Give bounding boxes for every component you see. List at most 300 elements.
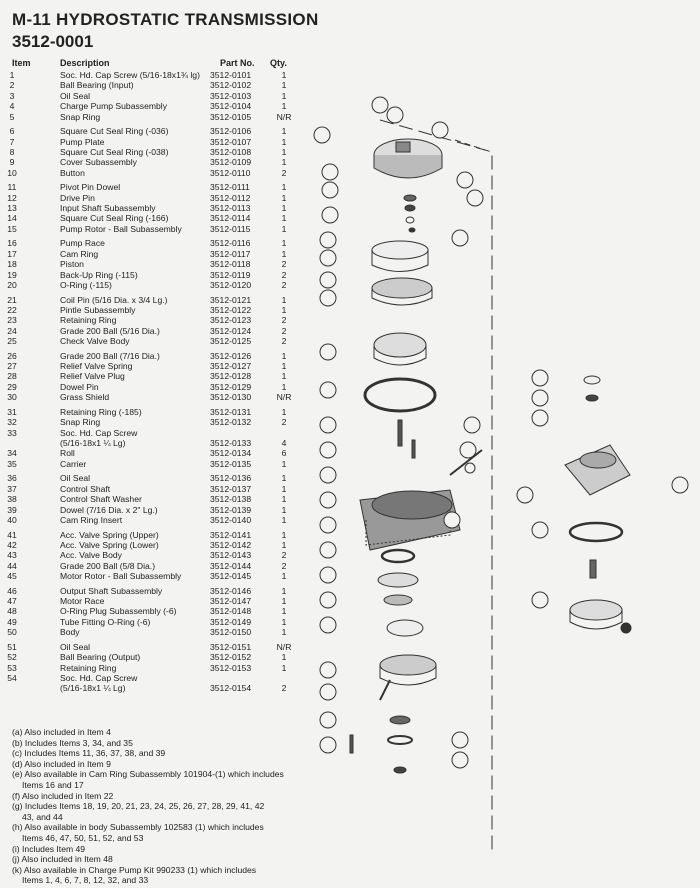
part-quantity: 2 [281, 336, 287, 347]
part-quantity: 1 [281, 294, 287, 305]
part-item-number: 51 [7, 641, 17, 652]
part-number: 3512-0126 [210, 350, 252, 361]
parts-row [0, 606, 300, 616]
part-item-number: 41 [7, 529, 17, 540]
part-number: 3512-0142 [210, 539, 252, 550]
part-item-number: 50 [7, 627, 17, 638]
parts-row [0, 193, 300, 203]
parts-row [0, 182, 300, 192]
parts-row [0, 459, 300, 469]
part-number: 3512-0124 [210, 325, 252, 336]
part-quantity: 6 [281, 448, 287, 459]
note-item [12, 801, 302, 822]
note-text: (k) Also available in Charge Pump Kit 990233 (1) which includes [12, 864, 257, 875]
part-item-number: 17 [7, 248, 17, 259]
part-description: Soc. Hd. Cap Screw (5/16-18x1¾ lg) [60, 70, 200, 80]
parts-row [0, 351, 300, 361]
part-number: 3512-0112 [210, 192, 251, 203]
part-description: Grade 200 Ball (7/16 Dia.) [60, 350, 160, 361]
part-quantity: 1 [281, 571, 287, 582]
parts-row [0, 305, 300, 315]
part-quantity: 1 [281, 192, 287, 203]
part-item-number: 21 [7, 294, 17, 305]
part-quantity: 1 [281, 652, 287, 663]
parts-row [0, 448, 300, 458]
part-number: 3512-0119 [210, 269, 251, 280]
part-quantity: 1 [281, 304, 287, 315]
parts-row [0, 505, 300, 515]
note-text-continued: 43, and 44 [22, 811, 63, 822]
part-description: Pump Plate [60, 136, 105, 147]
part-number: 3512-0146 [210, 585, 252, 596]
part-number: 3512-0136 [210, 473, 252, 484]
part-quantity: 2 [281, 683, 287, 694]
part-number: 3512-0122 [210, 304, 252, 315]
part-description: Control Shaft Washer [60, 494, 142, 505]
part-item-number: 32 [7, 417, 17, 428]
part-item-number: 7 [9, 136, 15, 147]
parts-row [0, 428, 300, 438]
parts-row [0, 652, 300, 662]
parts-row [0, 203, 300, 213]
part-description: Pivot Pin Dowel [60, 182, 121, 193]
part-item-number: 4 [9, 101, 15, 112]
part-description: Acc. Valve Body [60, 550, 122, 561]
parts-row [0, 270, 300, 280]
header-item: Item [12, 58, 31, 68]
part-item-number: 34 [7, 448, 17, 459]
part-description: Roll [60, 448, 75, 459]
part-number: 3512-0131 [210, 406, 252, 417]
part-item-number: 16 [7, 238, 17, 249]
part-item-number: 2 [9, 80, 15, 91]
part-description: Tube Fitting O-Ring (-6) [60, 616, 151, 627]
part-quantity: 1 [281, 596, 287, 607]
parts-row [0, 484, 300, 494]
part-quantity: 2 [281, 550, 287, 561]
part-description: Motor Rotor - Ball Subassembly [60, 571, 182, 582]
part-number: 3512-0152 [210, 652, 252, 663]
note-text: (c) Includes Items 11, 36, 37, 38, and 39 [12, 748, 166, 759]
part-description: Ball Bearing (Output) [60, 652, 141, 663]
part-description: (5/16-18x1 ¼ Lg) [60, 683, 126, 694]
parts-row [0, 101, 300, 111]
header-description: Description [60, 58, 110, 68]
part-quantity: 2 [281, 167, 287, 178]
part-item-number: 53 [7, 662, 17, 673]
part-quantity: 1 [281, 627, 287, 638]
part-number: 3512-0103 [210, 90, 252, 101]
part-number: 3512-0154 [210, 683, 252, 694]
part-quantity: 1 [281, 662, 287, 673]
part-item-number: 6 [9, 126, 15, 137]
note-text: (j) Also included in Item 48 [12, 854, 113, 865]
part-item-number: 18 [7, 259, 17, 270]
part-quantity: 1 [281, 157, 287, 168]
parts-row [0, 361, 300, 371]
parts-row [0, 280, 300, 290]
part-item-number: 38 [7, 494, 17, 505]
part-number: 3512-0105 [210, 111, 252, 122]
parts-row [0, 238, 300, 248]
note-item [12, 727, 302, 738]
parts-row [0, 627, 300, 637]
part-number: 3512-0134 [210, 448, 252, 459]
part-quantity: 2 [281, 325, 287, 336]
part-quantity: 1 [281, 616, 287, 627]
part-number: 3512-0150 [210, 627, 252, 638]
part-number: 3512-0118 [210, 259, 251, 270]
parts-row [0, 540, 300, 550]
part-item-number: 20 [7, 279, 17, 290]
note-item [12, 748, 302, 759]
part-number: 3512-0123 [210, 315, 252, 326]
part-description: (5/16-18x1 ¼ Lg) [60, 438, 126, 449]
part-number: 3512-0129 [210, 381, 252, 392]
part-description: O-Ring Plug Subassembly (-6) [60, 606, 177, 617]
parts-row [0, 336, 300, 346]
part-item-number: 43 [7, 550, 17, 561]
part-description: Acc. Valve Spring (Lower) [60, 539, 159, 550]
parts-list [0, 70, 300, 694]
parts-row [0, 586, 300, 596]
part-description: Grade 200 Ball (5/8 Dia.) [60, 560, 156, 571]
part-description: Square Cut Seal Ring (-036) [60, 126, 169, 137]
part-description: Snap Ring [60, 111, 101, 122]
part-description: Relief Valve Spring [60, 361, 133, 372]
parts-row [0, 561, 300, 571]
note-text: (h) Also available in body Subassembly 102583 (1) which includes [12, 822, 264, 833]
parts-row [0, 663, 300, 673]
part-number: 3512-0116 [210, 238, 251, 249]
part-quantity: 1 [281, 101, 287, 112]
parts-row [0, 515, 300, 525]
part-description: Oil Seal [60, 641, 91, 652]
part-quantity: 1 [281, 504, 287, 515]
part-number: 3512-0117 [210, 248, 251, 259]
notes-list [12, 727, 302, 886]
parts-row [0, 157, 300, 167]
part-number: 3512-0113 [210, 203, 251, 214]
part-quantity: 1 [281, 606, 287, 617]
parts-row [0, 382, 300, 392]
part-number: 3512-0148 [210, 606, 252, 617]
part-number: 3512-0104 [210, 101, 252, 112]
part-description: Input Shaft Subassembly [60, 203, 156, 214]
part-quantity: 1 [281, 203, 287, 214]
note-text-continued: Items 46, 47, 50, 51, 52, and 53 [22, 832, 144, 843]
parts-row [0, 530, 300, 540]
parts-row [0, 112, 300, 122]
parts-row [0, 617, 300, 627]
note-text-continued: Items 16 and 17 [22, 779, 84, 790]
part-item-number: 25 [7, 336, 17, 347]
part-item-number: 8 [9, 146, 15, 157]
part-description: Back-Up Ring (-115) [60, 269, 138, 280]
part-quantity: 1 [281, 585, 287, 596]
part-description: Grass Shield [60, 392, 110, 403]
part-description: Square Cut Seal Ring (-166) [60, 213, 169, 224]
part-quantity: 1 [281, 223, 287, 234]
parts-row [0, 596, 300, 606]
note-item [12, 769, 302, 790]
part-item-number: 46 [7, 585, 17, 596]
part-description: Square Cut Seal Ring (-038) [60, 146, 169, 157]
parts-row [0, 147, 300, 157]
part-item-number: 37 [7, 483, 17, 494]
part-item-number: 13 [7, 203, 17, 214]
part-number: 3512-0106 [210, 126, 252, 137]
parts-row [0, 683, 300, 693]
part-description: Coil Pin (5/16 Dia. x 3/4 Lg.) [60, 294, 168, 305]
part-description: Pintle Subassembly [60, 304, 136, 315]
part-item-number: 31 [7, 406, 17, 417]
header-qty: Qty. [270, 58, 287, 68]
note-text: (d) Also included in Item 9 [12, 758, 111, 769]
part-number: 3512-0135 [210, 458, 252, 469]
part-quantity: 2 [281, 279, 287, 290]
part-number: 3512-0147 [210, 596, 252, 607]
part-quantity: 2 [281, 417, 287, 428]
part-item-number: 47 [7, 596, 17, 607]
part-number: 3512-0128 [210, 371, 252, 382]
part-quantity: 1 [281, 248, 287, 259]
part-number: 3512-0114 [210, 213, 251, 224]
part-description: Charge Pump Subassembly [60, 101, 167, 112]
part-description: Control Shaft [60, 483, 111, 494]
part-item-number: 49 [7, 616, 17, 627]
parts-row [0, 550, 300, 560]
part-description: Motor Race [60, 596, 105, 607]
part-number: 3512-0108 [210, 146, 252, 157]
part-quantity: N/R [276, 392, 292, 403]
part-description: Carrier [60, 458, 87, 469]
part-description: Snap Ring [60, 417, 101, 428]
parts-row [0, 371, 300, 381]
part-description: Retaining Ring (-185) [60, 406, 142, 417]
parts-row [0, 295, 300, 305]
part-description: Cam Ring [60, 248, 99, 259]
part-quantity: 1 [281, 483, 287, 494]
part-description: Piston [60, 259, 84, 270]
part-quantity: 1 [281, 80, 287, 91]
part-description: Soc. Hd. Cap Screw [60, 672, 138, 683]
part-number: 3512-0130 [210, 392, 252, 403]
part-item-number: 24 [7, 325, 17, 336]
parts-row [0, 392, 300, 402]
part-description: Relief Valve Plug [60, 371, 125, 382]
note-text-continued: Items 1, 4, 6, 7, 8, 12, 32, and 33 [22, 875, 149, 886]
parts-row [0, 407, 300, 417]
parts-row [0, 91, 300, 101]
part-quantity: 2 [281, 259, 287, 270]
parts-row [0, 80, 300, 90]
part-description: Retaining Ring [60, 315, 117, 326]
part-item-number: 23 [7, 315, 17, 326]
part-quantity: 1 [281, 238, 287, 249]
part-description: Cam Ring Insert [60, 514, 123, 525]
part-description: O-Ring (-115) [60, 279, 112, 290]
parts-row [0, 224, 300, 234]
part-number: 3512-0144 [210, 560, 252, 571]
part-description: Retaining Ring [60, 662, 117, 673]
part-description: Pump Rotor - Ball Subassembly [60, 223, 182, 234]
part-number: 3512-0101 [210, 70, 252, 80]
part-description: Cover Subassembly [60, 157, 137, 168]
part-description: Drive Pin [60, 192, 95, 203]
note-item [12, 759, 302, 770]
note-item [12, 738, 302, 749]
note-text: (e) Also available in Cam Ring Subassembly 101904-(1) which includes [12, 769, 284, 780]
part-number: 3512-0107 [210, 136, 252, 147]
part-quantity: 1 [281, 458, 287, 469]
parts-row [0, 259, 300, 269]
part-quantity: 4 [281, 438, 287, 449]
parts-row [0, 213, 300, 223]
part-quantity: 1 [281, 529, 287, 540]
part-number: 3512-0139 [210, 504, 252, 515]
part-item-number: 14 [7, 213, 17, 224]
part-item-number: 5 [9, 111, 15, 122]
document-subtitle: 3512-0001 [12, 32, 94, 51]
part-quantity: 1 [281, 136, 287, 147]
note-text: (a) Also included in Item 4 [12, 727, 111, 737]
note-text: (b) Includes Items 3, 34, and 35 [12, 737, 133, 748]
note-item [12, 844, 302, 855]
part-number: 3512-0143 [210, 550, 252, 561]
part-description: Pump Race [60, 238, 105, 249]
part-number: 3512-0151 [210, 641, 252, 652]
parts-row [0, 673, 300, 683]
parts-row [0, 315, 300, 325]
part-number: 3512-0111 [210, 182, 250, 193]
part-item-number: 54 [7, 672, 17, 683]
parts-row [0, 249, 300, 259]
part-item-number: 52 [7, 652, 17, 663]
parts-row [0, 438, 300, 448]
part-quantity: 1 [281, 381, 287, 392]
part-description: Grade 200 Ball (5/16 Dia.) [60, 325, 160, 336]
part-item-number: 42 [7, 539, 17, 550]
header-part-no: Part No. [220, 58, 255, 68]
parts-row [0, 326, 300, 336]
part-number: 3512-0132 [210, 417, 252, 428]
part-quantity: 1 [281, 70, 287, 80]
parts-row [0, 642, 300, 652]
part-description: Dowel Pin [60, 381, 99, 392]
note-text: (i) Includes Item 49 [12, 843, 86, 854]
part-quantity: 1 [281, 514, 287, 525]
part-item-number: 40 [7, 514, 17, 525]
part-description: Dowel (7/16 Dia. x 2" Lg.) [60, 504, 158, 515]
part-number: 3512-0133 [210, 438, 252, 449]
part-number: 3512-0137 [210, 483, 252, 494]
note-item [12, 854, 302, 865]
part-description: Button [60, 167, 85, 178]
part-quantity: 1 [281, 494, 287, 505]
part-number: 3512-0127 [210, 361, 252, 372]
part-quantity: 1 [281, 213, 287, 224]
part-item-number: 33 [7, 427, 17, 438]
part-description: Soc. Hd. Cap Screw [60, 427, 138, 438]
part-item-number: 27 [7, 361, 17, 372]
document-title: M-11 HYDROSTATIC TRANSMISSION [12, 10, 319, 29]
part-item-number: 11 [7, 182, 17, 193]
part-item-number: 36 [7, 473, 17, 484]
part-description: Body [60, 627, 80, 638]
part-number: 3512-0125 [210, 336, 252, 347]
part-item-number: 15 [7, 223, 17, 234]
part-item-number: 1 [9, 70, 15, 80]
note-item [12, 865, 302, 886]
part-number: 3512-0109 [210, 157, 252, 168]
part-quantity: 1 [281, 350, 287, 361]
part-quantity: N/R [276, 111, 292, 122]
part-quantity: 1 [281, 473, 287, 484]
part-quantity: 2 [281, 269, 287, 280]
part-number: 3512-0121 [210, 294, 252, 305]
part-description: Output Shaft Subassembly [60, 585, 163, 596]
part-description: Ball Bearing (Input) [60, 80, 134, 91]
parts-row [0, 137, 300, 147]
part-quantity: N/R [276, 641, 292, 652]
part-quantity: 1 [281, 126, 287, 137]
part-description: Check Valve Body [60, 336, 130, 347]
part-item-number: 9 [9, 157, 15, 168]
note-text: (f) Also included in Item 22 [12, 790, 114, 801]
part-quantity: 2 [281, 315, 287, 326]
part-number: 3512-0141 [210, 529, 252, 540]
note-text: (g) Includes Items 18, 19, 20, 21, 23, 24, 25, 26, 27, 28, 29, 41, 42 [12, 801, 265, 812]
parts-row [0, 571, 300, 581]
part-number: 3512-0140 [210, 514, 252, 525]
part-item-number: 29 [7, 381, 17, 392]
part-description: Oil Seal [60, 473, 91, 484]
part-quantity: 1 [281, 406, 287, 417]
note-item [12, 791, 302, 802]
part-item-number: 44 [7, 560, 17, 571]
part-number: 3512-0145 [210, 571, 252, 582]
part-quantity: 1 [281, 90, 287, 101]
parts-row [0, 168, 300, 178]
part-number: 3512-0149 [210, 616, 252, 627]
part-item-number: 12 [7, 192, 17, 203]
part-quantity: 1 [281, 371, 287, 382]
part-number: 3512-0115 [210, 223, 251, 234]
parts-row [0, 473, 300, 483]
part-quantity: 1 [281, 361, 287, 372]
note-item [12, 822, 302, 843]
parts-row [0, 126, 300, 136]
exploded-view-diagram [300, 80, 700, 880]
part-quantity: 1 [281, 539, 287, 550]
part-description: Oil Seal [60, 90, 91, 101]
parts-row [0, 417, 300, 427]
part-item-number: 30 [7, 392, 17, 403]
part-quantity: 1 [281, 146, 287, 157]
part-number: 3512-0110 [210, 167, 251, 178]
part-item-number: 26 [7, 350, 17, 361]
parts-row [0, 494, 300, 504]
part-number: 3512-0153 [210, 662, 252, 673]
part-description: Acc. Valve Spring (Upper) [60, 529, 159, 540]
part-item-number: 19 [7, 269, 17, 280]
part-item-number: 48 [7, 606, 17, 617]
part-item-number: 39 [7, 504, 17, 515]
part-number: 3512-0138 [210, 494, 252, 505]
part-item-number: 10 [7, 167, 17, 178]
part-quantity: 2 [281, 560, 287, 571]
